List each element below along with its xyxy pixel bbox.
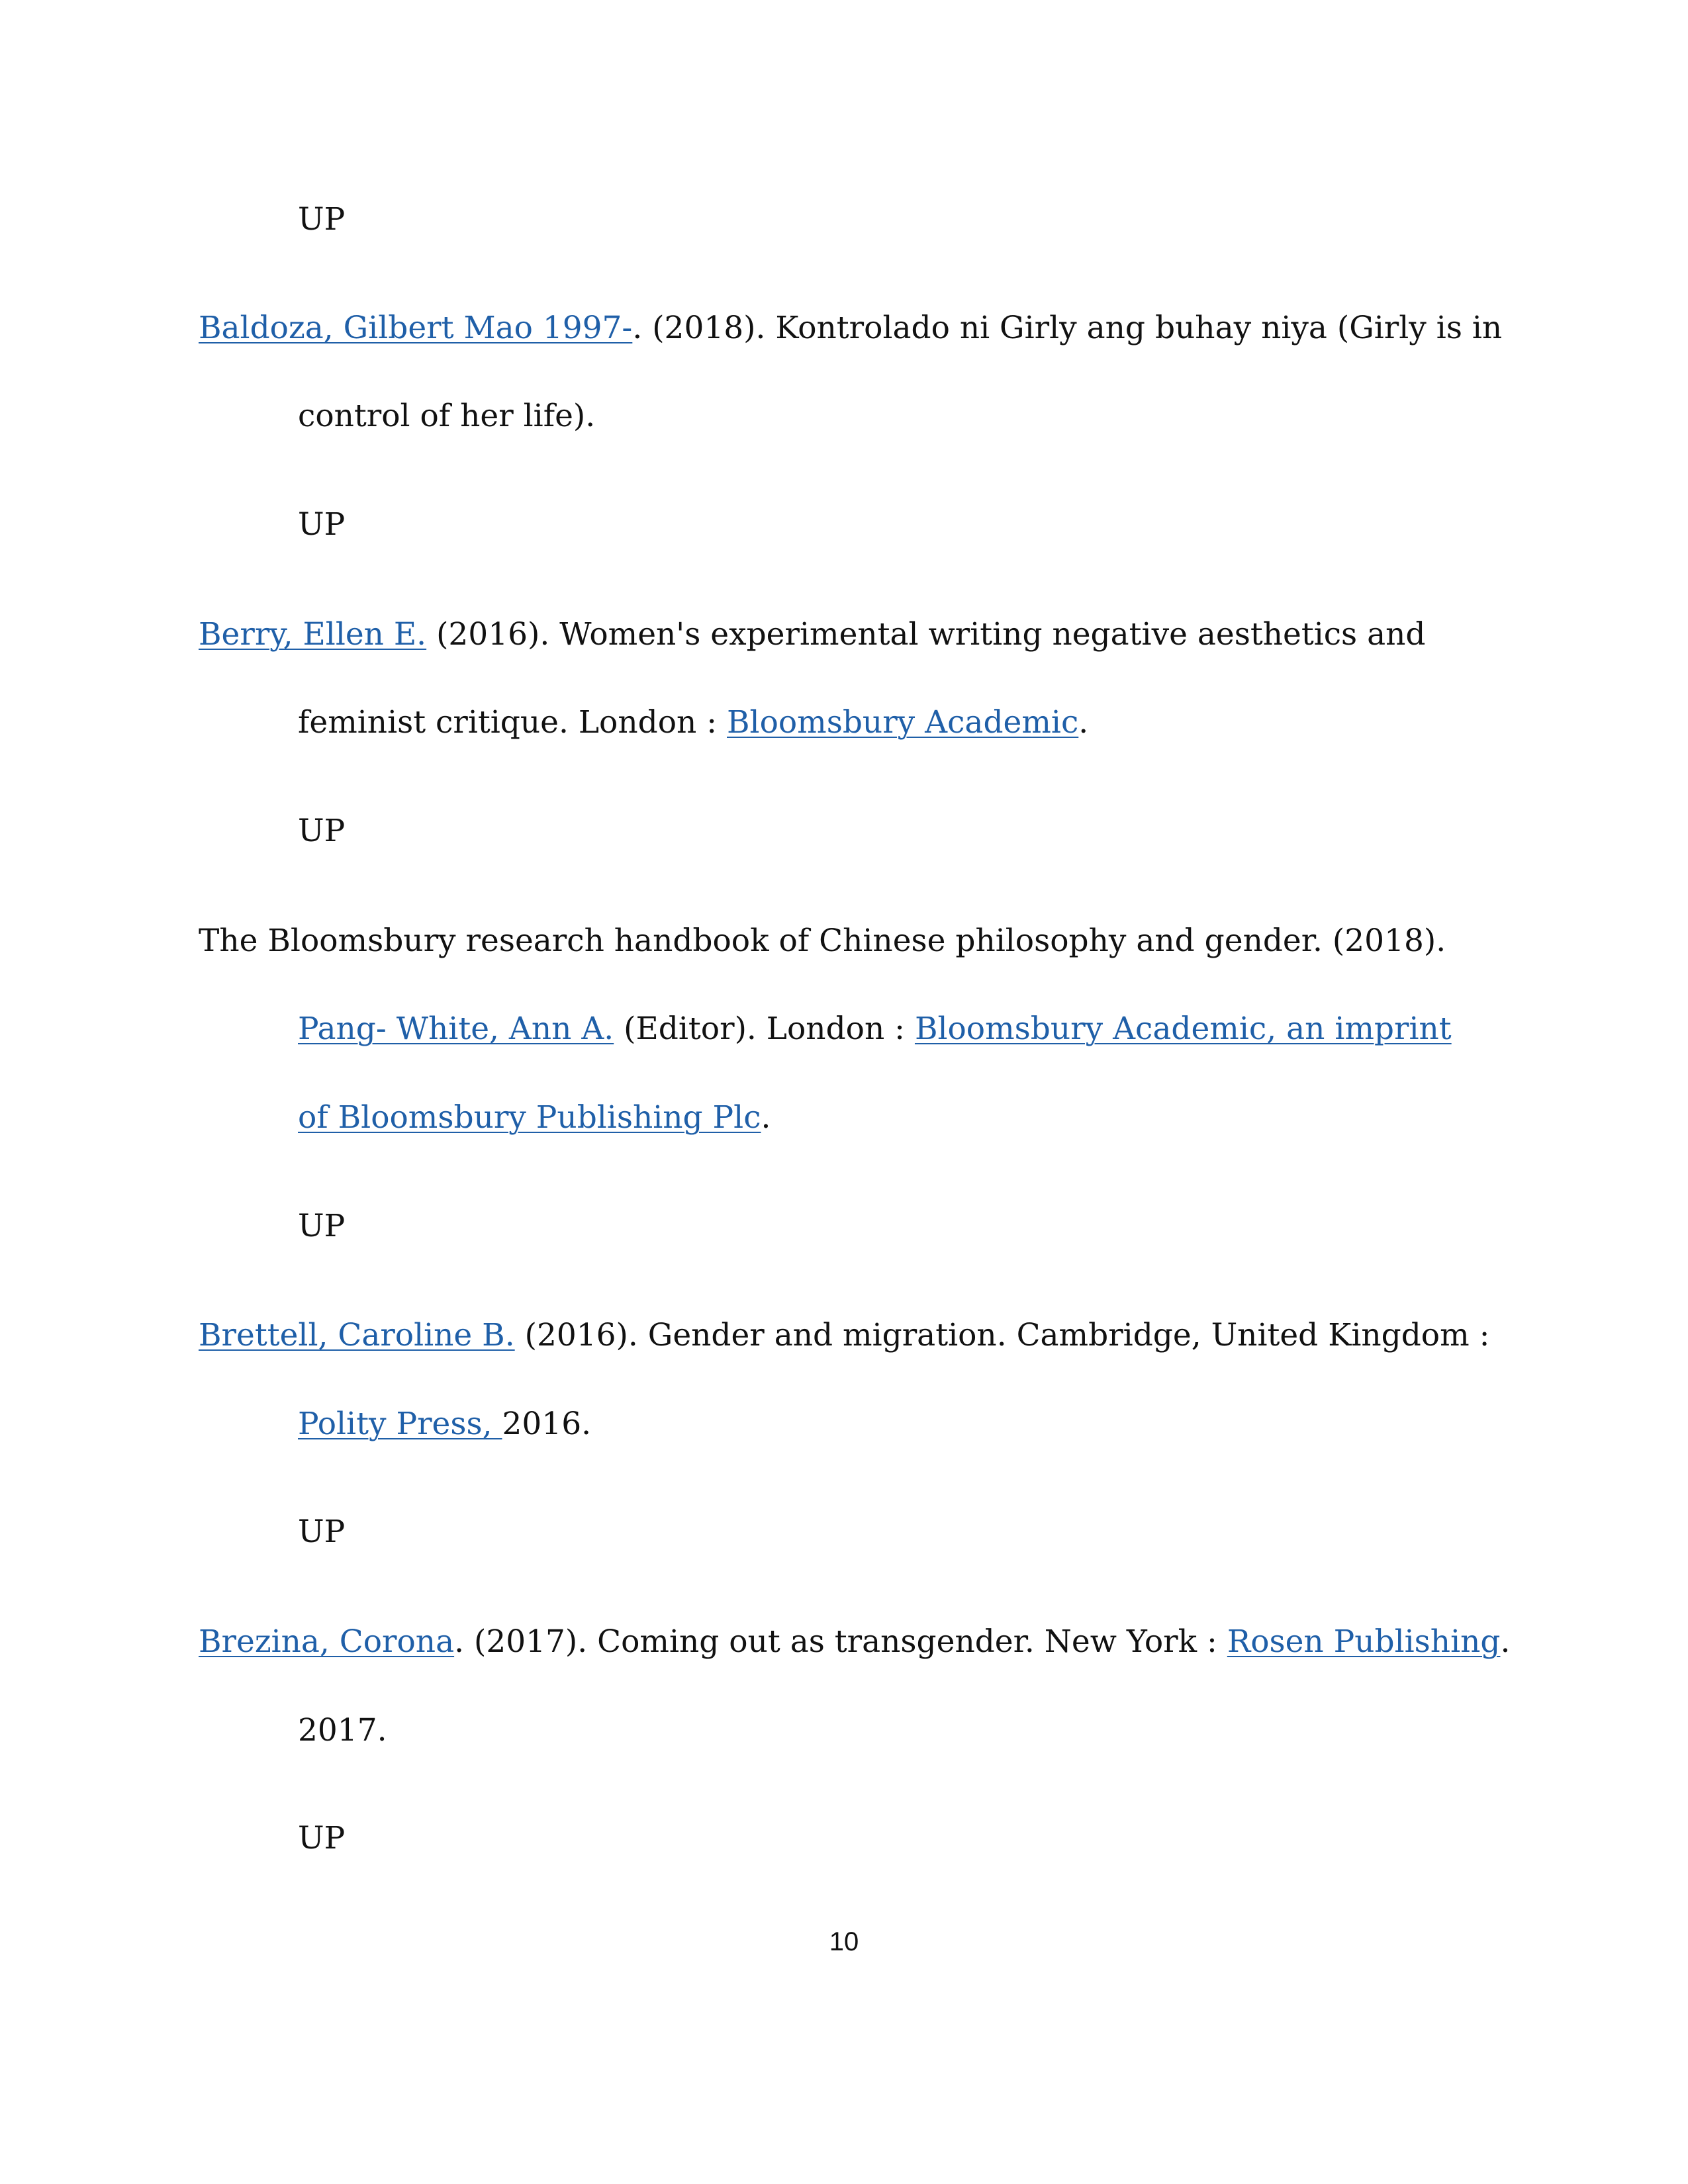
citation-bloomsbury-handbook [199,921,1446,961]
author-link-brezina[interactable]: Brezina, Corona [199,1623,455,1660]
library-code [298,200,345,240]
editor-link-pang-white[interactable]: Pang- White, Ann A. [298,1011,614,1047]
citation-text: control of her life). [298,398,596,434]
citation-text: The Bloomsbury research handbook of Chinese philosophy and gender. (2018). [199,923,1446,959]
library-code-text: UP [298,201,346,238]
citation-text: feminist critique. London : [298,704,727,741]
citation-text: (2016). Women's experimental writing negative aesthetics and [426,616,1426,653]
citation-text: (Editor). London : [614,1011,915,1047]
citation-brezina [199,1622,1510,1662]
citation-text: . [761,1099,771,1136]
citation-text: . [1500,1623,1511,1660]
citation-brettell-line2 [298,1404,591,1444]
library-code [298,1206,345,1246]
publisher-link-bloomsbury-imprint[interactable]: Bloomsbury Academic, an imprint [914,1011,1452,1047]
library-code-text: UP [298,813,346,849]
publisher-link-bloomsbury-publishing[interactable] [199,1099,761,1136]
citation-brettell [199,1316,1489,1355]
library-code [298,1819,345,1858]
library-code [298,505,345,545]
library-code-text: UP [298,1208,346,1244]
library-code [298,811,345,851]
citation-text: . (2018). Kontrolado ni Girly ang buhay niya (Girly is in [632,310,1503,346]
author-link-berry[interactable]: Berry, Ellen E. [199,616,427,653]
citation-berry [199,615,1426,655]
author-link-baldoza[interactable]: Baldoza, Gilbert Mao 1997- [199,310,633,346]
publisher-link-polity-press[interactable]: Polity Press, [298,1406,502,1442]
publisher-link-text: of Bloomsbury Publishing Plc [298,1099,761,1136]
citation-text: . (2017). Coming out as transgender. New York : [454,1623,1227,1660]
citation-text: 2017. [298,1712,387,1749]
citation-baldoza [199,308,1502,348]
citation-text: . [1078,704,1089,741]
page-number: 10 [829,1927,859,1956]
citation-bloomsbury-handbook-line3 [199,1098,771,1138]
author-link-brettell[interactable]: Brettell, Caroline B. [199,1317,515,1353]
citation-baldoza-line2 [298,396,595,436]
library-code-text: UP [298,506,346,543]
publisher-link-rosen-publishing[interactable]: Rosen Publishing [1227,1623,1501,1660]
library-code [298,1512,345,1552]
citation-text: (2016). Gender and migration. Cambridge, United Kingdom : [514,1317,1490,1353]
citation-text: 2016. [502,1406,592,1442]
library-code-text: UP [298,1820,346,1856]
citation-berry-line2 [298,703,1088,743]
library-code-text: UP [298,1514,346,1550]
citation-brezina-line2 [298,1711,387,1751]
citation-bloomsbury-handbook-line2 [298,1009,1452,1049]
publisher-link-bloomsbury-academic[interactable]: Bloomsbury Academic [727,704,1079,741]
